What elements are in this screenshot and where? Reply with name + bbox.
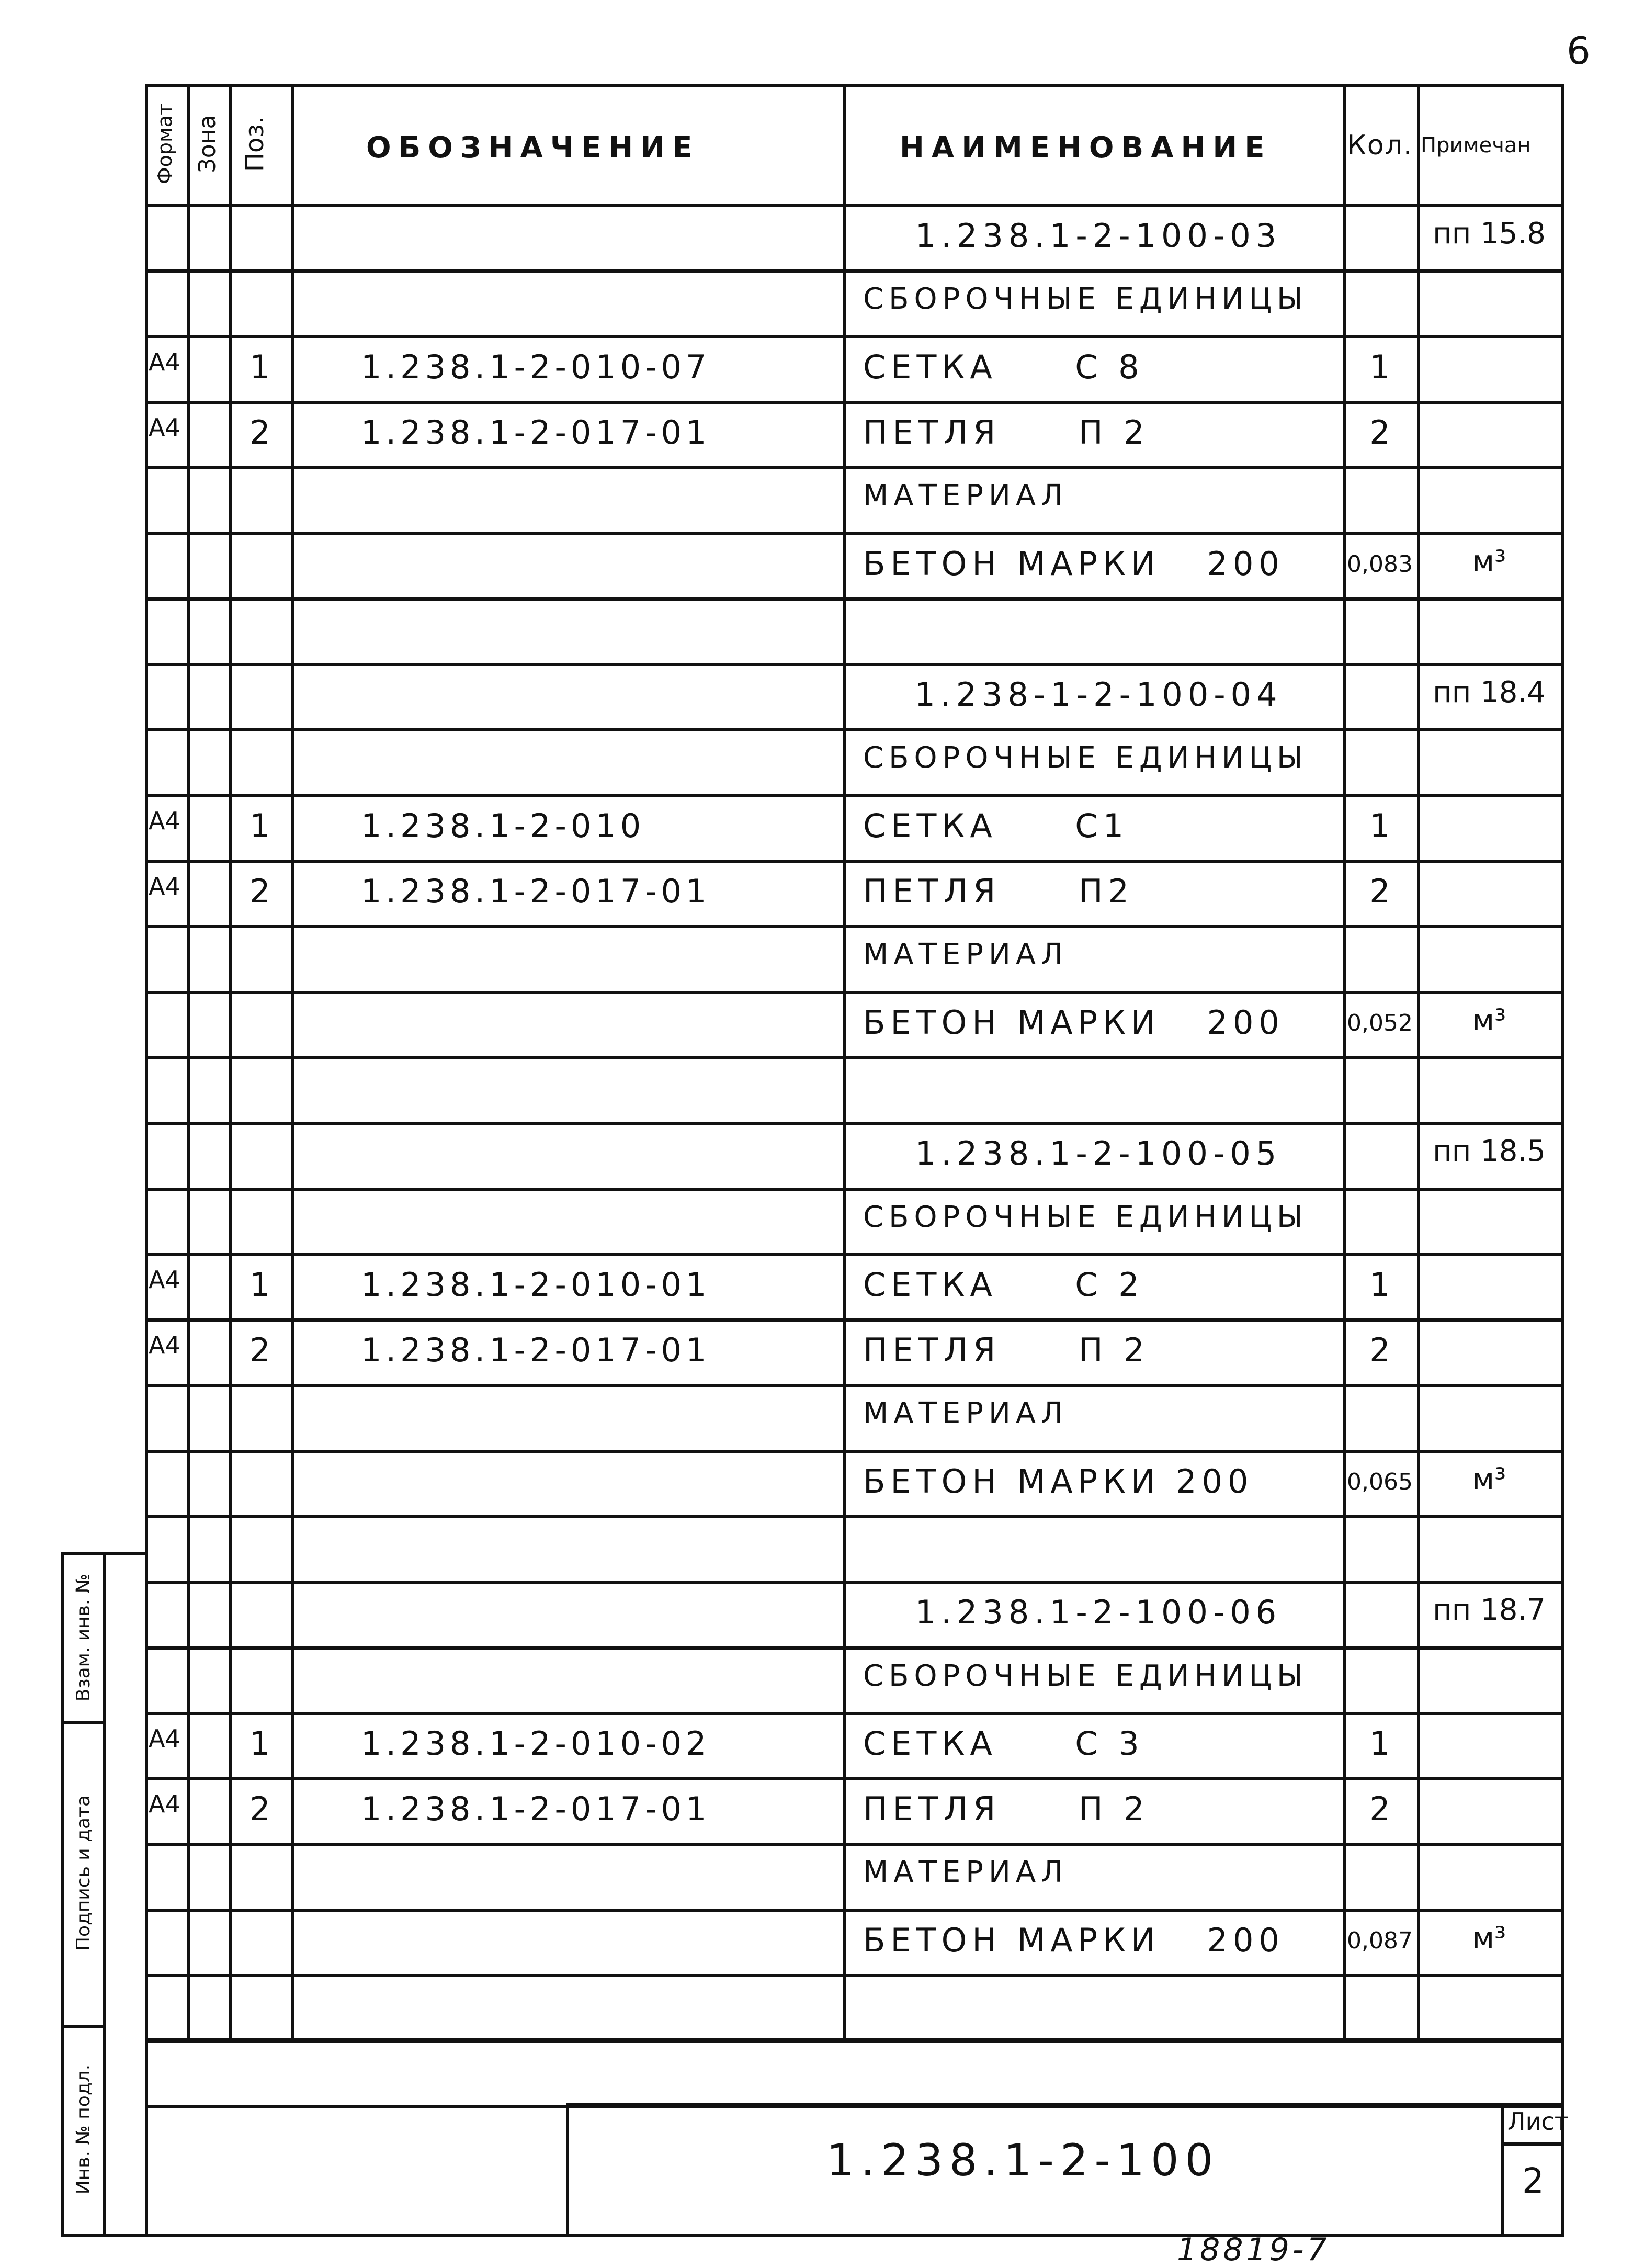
- cell-name: 1.238.1-2-100-05: [915, 1134, 1282, 1172]
- cell-name: СБОРОЧНЫЕ ЕДИНИЦЫ: [863, 1200, 1308, 1234]
- cell-name: 1.238-1-2-100-04: [914, 675, 1283, 714]
- cell-qty: 1: [1369, 807, 1390, 845]
- cell-designation: 1.238.1-2-017-01: [361, 1790, 711, 1828]
- cell-name: МАТЕРИАЛ: [863, 1855, 1069, 1889]
- cell-qty: 0,087: [1347, 1927, 1413, 1954]
- cell-pos: 2: [250, 1331, 270, 1369]
- cell-qty: 2: [1369, 1790, 1390, 1828]
- row-line: [146, 794, 1564, 797]
- cell-format: А4: [149, 1331, 180, 1359]
- stamp-inv-podl: Инв. № подл.: [73, 2064, 94, 2195]
- cell-pos: 1: [250, 348, 270, 386]
- cell-pos: 2: [250, 872, 270, 910]
- cell-format: А4: [149, 1790, 180, 1818]
- cell-qty: 0,052: [1347, 1010, 1413, 1036]
- cell-format: А4: [149, 807, 180, 835]
- header-qty: Кол.: [1347, 130, 1413, 161]
- row-line: [146, 1777, 1564, 1780]
- cell-designation: 1.238.1-2-010-01: [361, 1266, 711, 1304]
- cell-name: СЕТКА С 3: [863, 1724, 1144, 1763]
- frame-left-line: [145, 84, 148, 2237]
- cell-qty: 2: [1369, 1331, 1390, 1369]
- cell-name: ПЕТЛЯ П 2: [863, 413, 1150, 452]
- row-line: [146, 1909, 1564, 1912]
- row-line: [146, 2039, 1564, 2043]
- header-zone: Зона: [194, 115, 221, 173]
- cell-name: 1.238.1-2-100-03: [915, 217, 1282, 255]
- cell-name: ПЕТЛЯ П2: [863, 872, 1134, 910]
- row-line: [146, 1581, 1564, 1584]
- cell-designation: 1.238.1-2-017-01: [361, 413, 711, 452]
- cell-note: м³: [1472, 1462, 1506, 1496]
- row-line: [146, 1646, 1564, 1650]
- cell-name: МАТЕРИАЛ: [863, 1396, 1069, 1430]
- frame-bottom-line: [63, 2234, 1564, 2237]
- stamp-mid-line: [103, 1554, 106, 2237]
- row-line: [146, 1253, 1564, 1256]
- stamp-sep-2: [61, 2025, 106, 2028]
- document-code: 1.238.1-2-100: [826, 2135, 1220, 2186]
- row-line: [146, 663, 1564, 666]
- cell-qty: 2: [1369, 872, 1390, 910]
- cell-designation: 1.238.1-2-010-02: [361, 1724, 711, 1763]
- header-note: Примечан: [1421, 133, 1531, 157]
- cell-pos: 1: [250, 1724, 270, 1763]
- header-bottom-line: [146, 204, 1564, 207]
- cell-note: м³: [1472, 1003, 1506, 1037]
- cell-qty: 0,083: [1347, 551, 1413, 578]
- footer-number: 18819-7: [1177, 2231, 1330, 2268]
- cell-name: СБОРОЧНЫЕ ЕДИНИЦЫ: [863, 282, 1308, 316]
- stamp-sign-date: Подпись и дата: [73, 1795, 94, 1951]
- row-line: [146, 1318, 1564, 1322]
- row-line: [146, 335, 1564, 338]
- cell-name: СБОРОЧНЫЕ ЕДИНИЦЫ: [863, 741, 1308, 775]
- cell-name: 1.238.1-2-100-06: [915, 1593, 1282, 1631]
- cell-name: МАТЕРИАЛ: [863, 479, 1069, 513]
- cell-name: МАТЕРИАЛ: [863, 938, 1069, 972]
- cell-note: м³: [1472, 545, 1506, 579]
- frame-top-line: [146, 84, 1564, 87]
- row-line: [146, 401, 1564, 404]
- cell-note: пп 18.7: [1433, 1593, 1546, 1627]
- header-pos: Поз.: [240, 116, 269, 172]
- cell-designation: 1.238.1-2-017-01: [361, 1331, 711, 1369]
- cell-designation: 1.238.1-2-017-01: [361, 872, 711, 910]
- cell-format: А4: [149, 348, 180, 376]
- row-line: [146, 532, 1564, 535]
- row-line: [146, 1188, 1564, 1191]
- cell-note: пп 18.5: [1433, 1134, 1546, 1168]
- cell-qty: 2: [1369, 413, 1390, 452]
- col-line-note: [1417, 84, 1420, 2040]
- cell-qty: 0,065: [1347, 1469, 1413, 1495]
- row-line: [146, 728, 1564, 731]
- col-line-name: [843, 84, 846, 2040]
- row-line: [146, 925, 1564, 928]
- cell-qty: 1: [1369, 348, 1390, 386]
- cell-name: БЕТОН МАРКИ 200: [863, 1921, 1285, 1959]
- cell-pos: 2: [250, 413, 270, 452]
- sheet-cell-divider: [1501, 2142, 1564, 2146]
- cell-name: ПЕТЛЯ П 2: [863, 1790, 1150, 1828]
- row-line: [146, 1974, 1564, 1977]
- cell-name: СЕТКА С 2: [863, 1266, 1144, 1304]
- col-line-zone: [187, 84, 190, 2040]
- row-line: [146, 860, 1564, 863]
- header-name: НАИМЕНОВАНИЕ: [900, 131, 1272, 165]
- cell-format: А4: [149, 1266, 180, 1294]
- cell-qty: 1: [1369, 1724, 1390, 1763]
- cell-note: пп 15.8: [1433, 217, 1546, 251]
- row-line: [146, 1122, 1564, 1125]
- title-block-top: [568, 2103, 1564, 2106]
- cell-format: А4: [149, 1724, 180, 1753]
- cell-pos: 1: [250, 807, 270, 845]
- header-format: Формат: [153, 103, 176, 185]
- stamp-left-line: [61, 1554, 64, 2237]
- row-line: [146, 991, 1564, 994]
- row-line: [146, 466, 1564, 469]
- stamp-vzam-inv: Взам. инв. №: [73, 1573, 94, 1702]
- cell-name: СБОРОЧНЫЕ ЕДИНИЦЫ: [863, 1659, 1308, 1693]
- col-line-designation: [291, 84, 294, 2040]
- cell-format: А4: [149, 872, 180, 900]
- row-line: [146, 597, 1564, 601]
- cell-name: БЕТОН МАРКИ 200: [863, 1462, 1254, 1500]
- cell-pos: 2: [250, 1790, 270, 1828]
- cell-note: пп 18.4: [1433, 675, 1546, 709]
- row-line: [146, 1056, 1564, 1059]
- row-line: [146, 1712, 1564, 1715]
- header-designation: ОБОЗНАЧЕНИЕ: [366, 131, 700, 165]
- cell-designation: 1.238.1-2-010: [361, 807, 645, 845]
- cell-designation: 1.238.1-2-010-07: [361, 348, 711, 386]
- sheet-label: Лист: [1507, 2107, 1569, 2136]
- cell-name: БЕТОН МАРКИ 200: [863, 1003, 1285, 1042]
- cell-name: СЕТКА С 8: [863, 348, 1144, 386]
- row-line: [146, 1515, 1564, 1518]
- row-line: [146, 1843, 1564, 1846]
- page-number: 6: [1567, 29, 1591, 73]
- cell-note: м³: [1472, 1921, 1506, 1955]
- cell-name: БЕТОН МАРКИ 200: [863, 545, 1285, 583]
- sheet-cell-left: [1501, 2103, 1504, 2237]
- cell-qty: 1: [1369, 1266, 1390, 1304]
- cell-name: ПЕТЛЯ П 2: [863, 1331, 1150, 1369]
- cell-name: СЕТКА С1: [863, 807, 1129, 845]
- sheet-number: 2: [1522, 2161, 1544, 2201]
- row-line: [146, 269, 1564, 273]
- row-line: [146, 1450, 1564, 1453]
- title-block-left: [566, 2103, 569, 2237]
- cell-pos: 1: [250, 1266, 270, 1304]
- row-line: [146, 1384, 1564, 1387]
- cell-format: А4: [149, 413, 180, 442]
